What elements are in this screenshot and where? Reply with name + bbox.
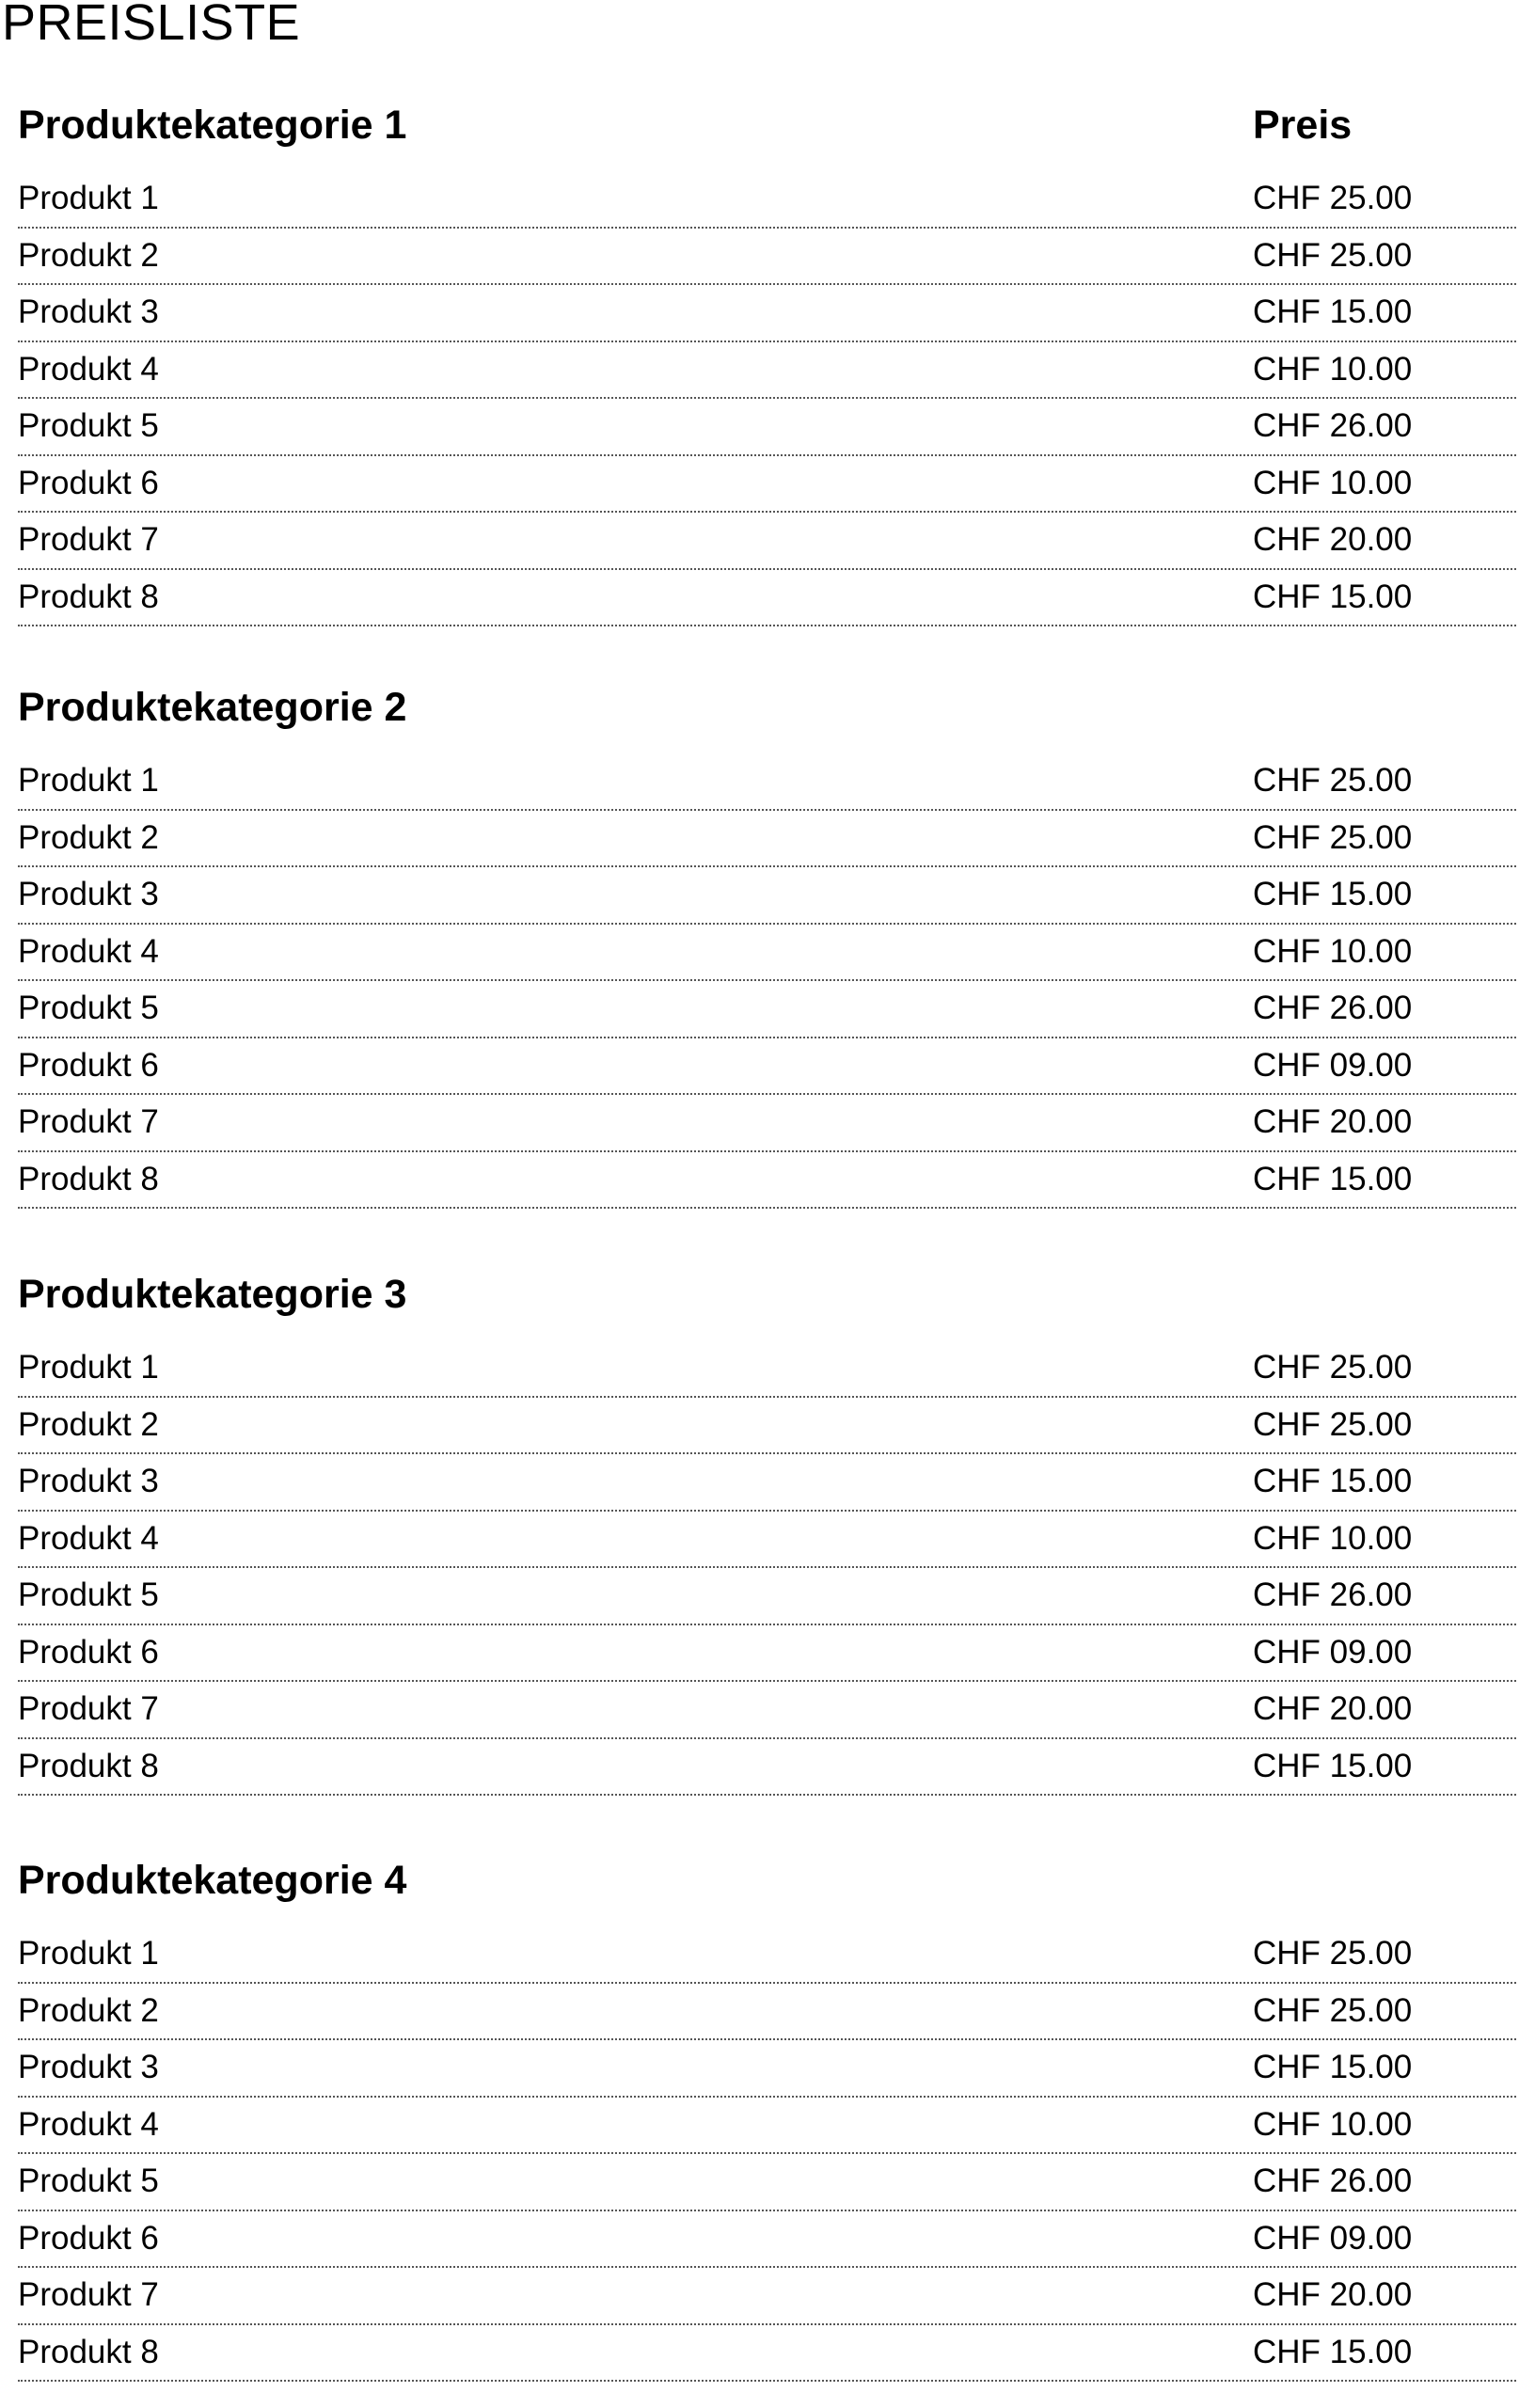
- product-name: Produkt 5: [18, 1576, 159, 1613]
- category-section: [18, 75, 1516, 626]
- product-row: [18, 285, 1516, 342]
- product-price: CHF 09.00: [1253, 1046, 1413, 1084]
- product-price: CHF 15.00: [1253, 578, 1413, 615]
- product-row: [18, 1739, 1516, 1797]
- product-price: CHF 26.00: [1253, 1576, 1413, 1613]
- product-price: CHF 09.00: [1253, 1633, 1413, 1671]
- product-row: [18, 1625, 1516, 1683]
- product-price: CHF 26.00: [1253, 2162, 1413, 2199]
- product-name: Produkt 6: [18, 2219, 159, 2257]
- product-name: Produkt 2: [18, 236, 159, 274]
- category-title: Produktekategorie 4: [18, 1858, 407, 1903]
- product-row: [18, 867, 1516, 925]
- product-price: CHF 10.00: [1253, 350, 1413, 388]
- product-row: [18, 925, 1516, 982]
- product-name: Produkt 4: [18, 350, 159, 388]
- product-name: Produkt 1: [18, 1935, 159, 1972]
- product-price: CHF 25.00: [1253, 1405, 1413, 1443]
- product-name: Produkt 6: [18, 464, 159, 501]
- product-row: [18, 456, 1516, 514]
- category-header: [18, 657, 1516, 753]
- category-title: Produktekategorie 2: [18, 685, 407, 730]
- product-row: [18, 2098, 1516, 2155]
- product-price: CHF 09.00: [1253, 2219, 1413, 2257]
- product-name: Produkt 8: [18, 578, 159, 615]
- product-row: [18, 2211, 1516, 2269]
- product-price: CHF 25.00: [1253, 180, 1413, 216]
- product-price: CHF 15.00: [1253, 2049, 1413, 2085]
- product-name: Produkt 8: [18, 1160, 159, 1197]
- product-row: [18, 1340, 1516, 1398]
- product-row: [18, 1926, 1516, 1984]
- product-name: Produkt 1: [18, 1349, 159, 1386]
- product-name: Produkt 7: [18, 1690, 159, 1727]
- product-price: CHF 15.00: [1253, 876, 1413, 912]
- product-price: CHF 15.00: [1253, 1747, 1413, 1784]
- product-row: [18, 342, 1516, 400]
- product-name: Produkt 2: [18, 1991, 159, 2029]
- product-row: [18, 1152, 1516, 1210]
- product-price: CHF 26.00: [1253, 407, 1413, 444]
- product-price: CHF 10.00: [1253, 2105, 1413, 2143]
- product-name: Produkt 7: [18, 2276, 159, 2313]
- product-name: Produkt 6: [18, 1633, 159, 1671]
- page-title: PREISLISTE: [2, 0, 301, 51]
- product-name: Produkt 4: [18, 2105, 159, 2143]
- product-row: [18, 1038, 1516, 1096]
- product-name: Produkt 8: [18, 2333, 159, 2370]
- product-name: Produkt 1: [18, 762, 159, 799]
- product-row: [18, 1398, 1516, 1455]
- product-row: [18, 229, 1516, 286]
- product-name: Produkt 8: [18, 1747, 159, 1784]
- product-row: [18, 1095, 1516, 1152]
- product-row: [18, 1984, 1516, 2041]
- product-price: CHF 25.00: [1253, 818, 1413, 856]
- product-row: [18, 513, 1516, 570]
- category-section: [18, 657, 1516, 1209]
- product-name: Produkt 1: [18, 180, 159, 216]
- product-row: [18, 1454, 1516, 1512]
- category-header: [18, 1829, 1516, 1926]
- product-price: CHF 15.00: [1253, 1160, 1413, 1197]
- product-row: [18, 1512, 1516, 1569]
- product-price: CHF 15.00: [1253, 293, 1413, 330]
- category-header: [18, 1244, 1516, 1340]
- product-price: CHF 25.00: [1253, 236, 1413, 274]
- product-price: CHF 10.00: [1253, 932, 1413, 970]
- product-name: Produkt 2: [18, 818, 159, 856]
- category-section: [18, 1829, 1516, 2382]
- product-name: Produkt 3: [18, 2049, 159, 2085]
- product-price: CHF 26.00: [1253, 990, 1413, 1026]
- product-price: CHF 20.00: [1253, 1690, 1413, 1727]
- product-name: Produkt 3: [18, 293, 159, 330]
- product-price: CHF 20.00: [1253, 521, 1413, 558]
- category-title: Produktekategorie 3: [18, 1272, 407, 1317]
- product-row: [18, 399, 1516, 456]
- product-name: Produkt 5: [18, 407, 159, 444]
- product-name: Produkt 7: [18, 1103, 159, 1140]
- product-row: [18, 1682, 1516, 1739]
- product-name: Produkt 5: [18, 2162, 159, 2199]
- product-row: [18, 2268, 1516, 2325]
- product-price: CHF 25.00: [1253, 1349, 1413, 1386]
- product-price: CHF 20.00: [1253, 2276, 1413, 2313]
- product-row: [18, 171, 1516, 229]
- product-price: CHF 10.00: [1253, 1519, 1413, 1557]
- product-name: Produkt 3: [18, 1463, 159, 1499]
- product-name: Produkt 5: [18, 990, 159, 1026]
- product-price: CHF 25.00: [1253, 762, 1413, 799]
- product-row: [18, 1568, 1516, 1625]
- product-name: Produkt 3: [18, 876, 159, 912]
- category-section: [18, 1244, 1516, 1796]
- product-row: [18, 570, 1516, 627]
- product-name: Produkt 7: [18, 521, 159, 558]
- product-name: Produkt 4: [18, 932, 159, 970]
- product-row: [18, 2040, 1516, 2098]
- product-name: Produkt 4: [18, 1519, 159, 1557]
- product-row: [18, 981, 1516, 1038]
- product-price: CHF 15.00: [1253, 1463, 1413, 1499]
- product-price: CHF 10.00: [1253, 464, 1413, 501]
- price-column-header: Preis: [1253, 103, 1353, 148]
- product-row: [18, 2154, 1516, 2211]
- product-price: CHF 15.00: [1253, 2333, 1413, 2370]
- product-name: Produkt 6: [18, 1046, 159, 1084]
- category-header: [18, 75, 1516, 171]
- product-price: CHF 25.00: [1253, 1991, 1413, 2029]
- product-row: [18, 811, 1516, 868]
- product-row: [18, 2325, 1516, 2383]
- product-price: CHF 20.00: [1253, 1103, 1413, 1140]
- product-name: Produkt 2: [18, 1405, 159, 1443]
- product-price: CHF 25.00: [1253, 1935, 1413, 1972]
- product-row: [18, 753, 1516, 811]
- category-title: Produktekategorie 1: [18, 103, 407, 148]
